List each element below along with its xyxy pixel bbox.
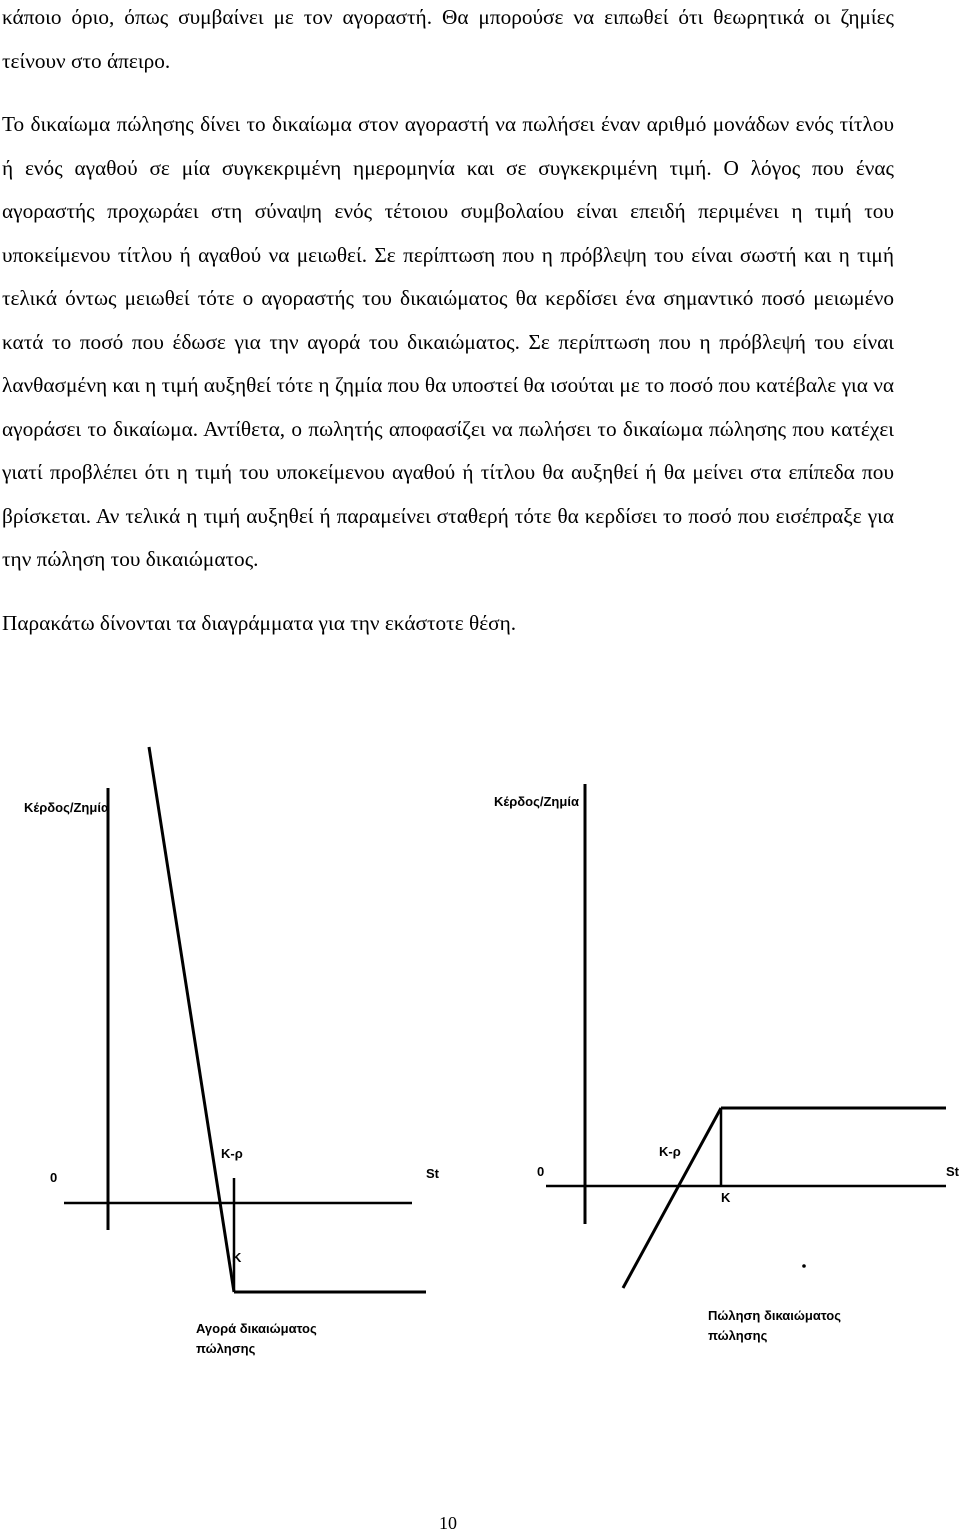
k-minus-p-label: Κ-ρ: [659, 1144, 681, 1159]
paragraph-continuation: κάποιο όριο, όπως συμβαίνει με τον αγοραστή. Θα μπορούσε να ειπωθεί ότι θεωρητικά οι ζημίες τείνουν στο άπειρο.: [2, 5, 894, 73]
caption-line-1: Πώληση δικαιώματος: [708, 1308, 841, 1323]
x-axis-label: St: [426, 1166, 439, 1181]
caption-line-2: πώλησης: [196, 1341, 256, 1356]
k-label: Κ: [721, 1190, 731, 1205]
payoff-ascending-line: [623, 1108, 721, 1288]
stray-dot: [802, 1264, 806, 1268]
k-label: Κ: [232, 1250, 242, 1265]
paragraph-diagrams-intro: Παρακάτω δίνονται τα διαγράμματα για την εκάστοτε θέση.: [2, 610, 517, 635]
k-minus-p-label: Κ-ρ: [221, 1146, 243, 1161]
y-axis-label: Κέρδος/Ζημία: [24, 800, 109, 815]
y-axis-label: Κέρδος/Ζημία: [494, 794, 579, 809]
paragraph-put-option: Το δικαίωμα πώλησης δίνει το δικαίωμα στον αγοραστή να πωλήσει έναν αριθμό μονάδων ενός τίτλου ή ενός αγαθού σε μία συγκεκριμένη ημερομηνία και σε συγκεκριμένη τιμή. Ο λόγος που ένας αγοραστής προχωράει στη σύναψη ενός τέτοιου συμβολαίου είναι επειδή περιμένει η τιμή του υποκείμενου τίτλου ή αγαθού να μειωθεί. Σε περίπτωση που η πρόβλεψη του είναι σωστή και η τιμή τελικά όντως μειωθεί τότε ο αγοραστής του δικαιώματος θα κερδίσει ένα σημαντικό ποσό μειωμένο κατά το ποσό που έδωσε για την αγορά του δικαιώματος. Σε περίπτωση που η πρόβλεψή του είναι λανθασμένη και η τιμή αυξηθεί τότε η ζημία που θα υποστεί θα ισούται με το ποσό που κατέβαλε για να αγοράσει το δικαίωμα. Αντίθετα, ο πωλητής αποφασίζει να πωλήσει το δικαίωμα πώλησης που κατέχει γιατί προβλέπει ότι η τιμή του υποκείμενου αγαθού ή τίτλου θα αυξηθεί ή θα μείνει στα επίπεδα που βρίσκεται. Αν τελικά η τιμή αυξηθεί ή παραμείνει σταθερή τότε θα κερδίσει το ποσό που εισέπραξε για την πώληση του δικαιώματος.: [2, 112, 894, 571]
origin-label: 0: [50, 1170, 58, 1185]
body-text: [2, 0, 894, 645]
payoff-descending-line: [149, 747, 234, 1292]
page-number: 10: [439, 1513, 457, 1533]
diagram-long-put: [0, 770, 460, 1410]
diagram-short-put: [480, 770, 960, 1410]
caption-line-2: πώλησης: [708, 1328, 768, 1343]
diagram-short-put-svg: [480, 770, 960, 1410]
x-axis-label: St: [946, 1164, 959, 1179]
origin-label: 0: [537, 1164, 545, 1179]
diagram-long-put-svg: [0, 770, 460, 1410]
caption-line-1: Αγορά δικαιώματος: [196, 1321, 317, 1336]
